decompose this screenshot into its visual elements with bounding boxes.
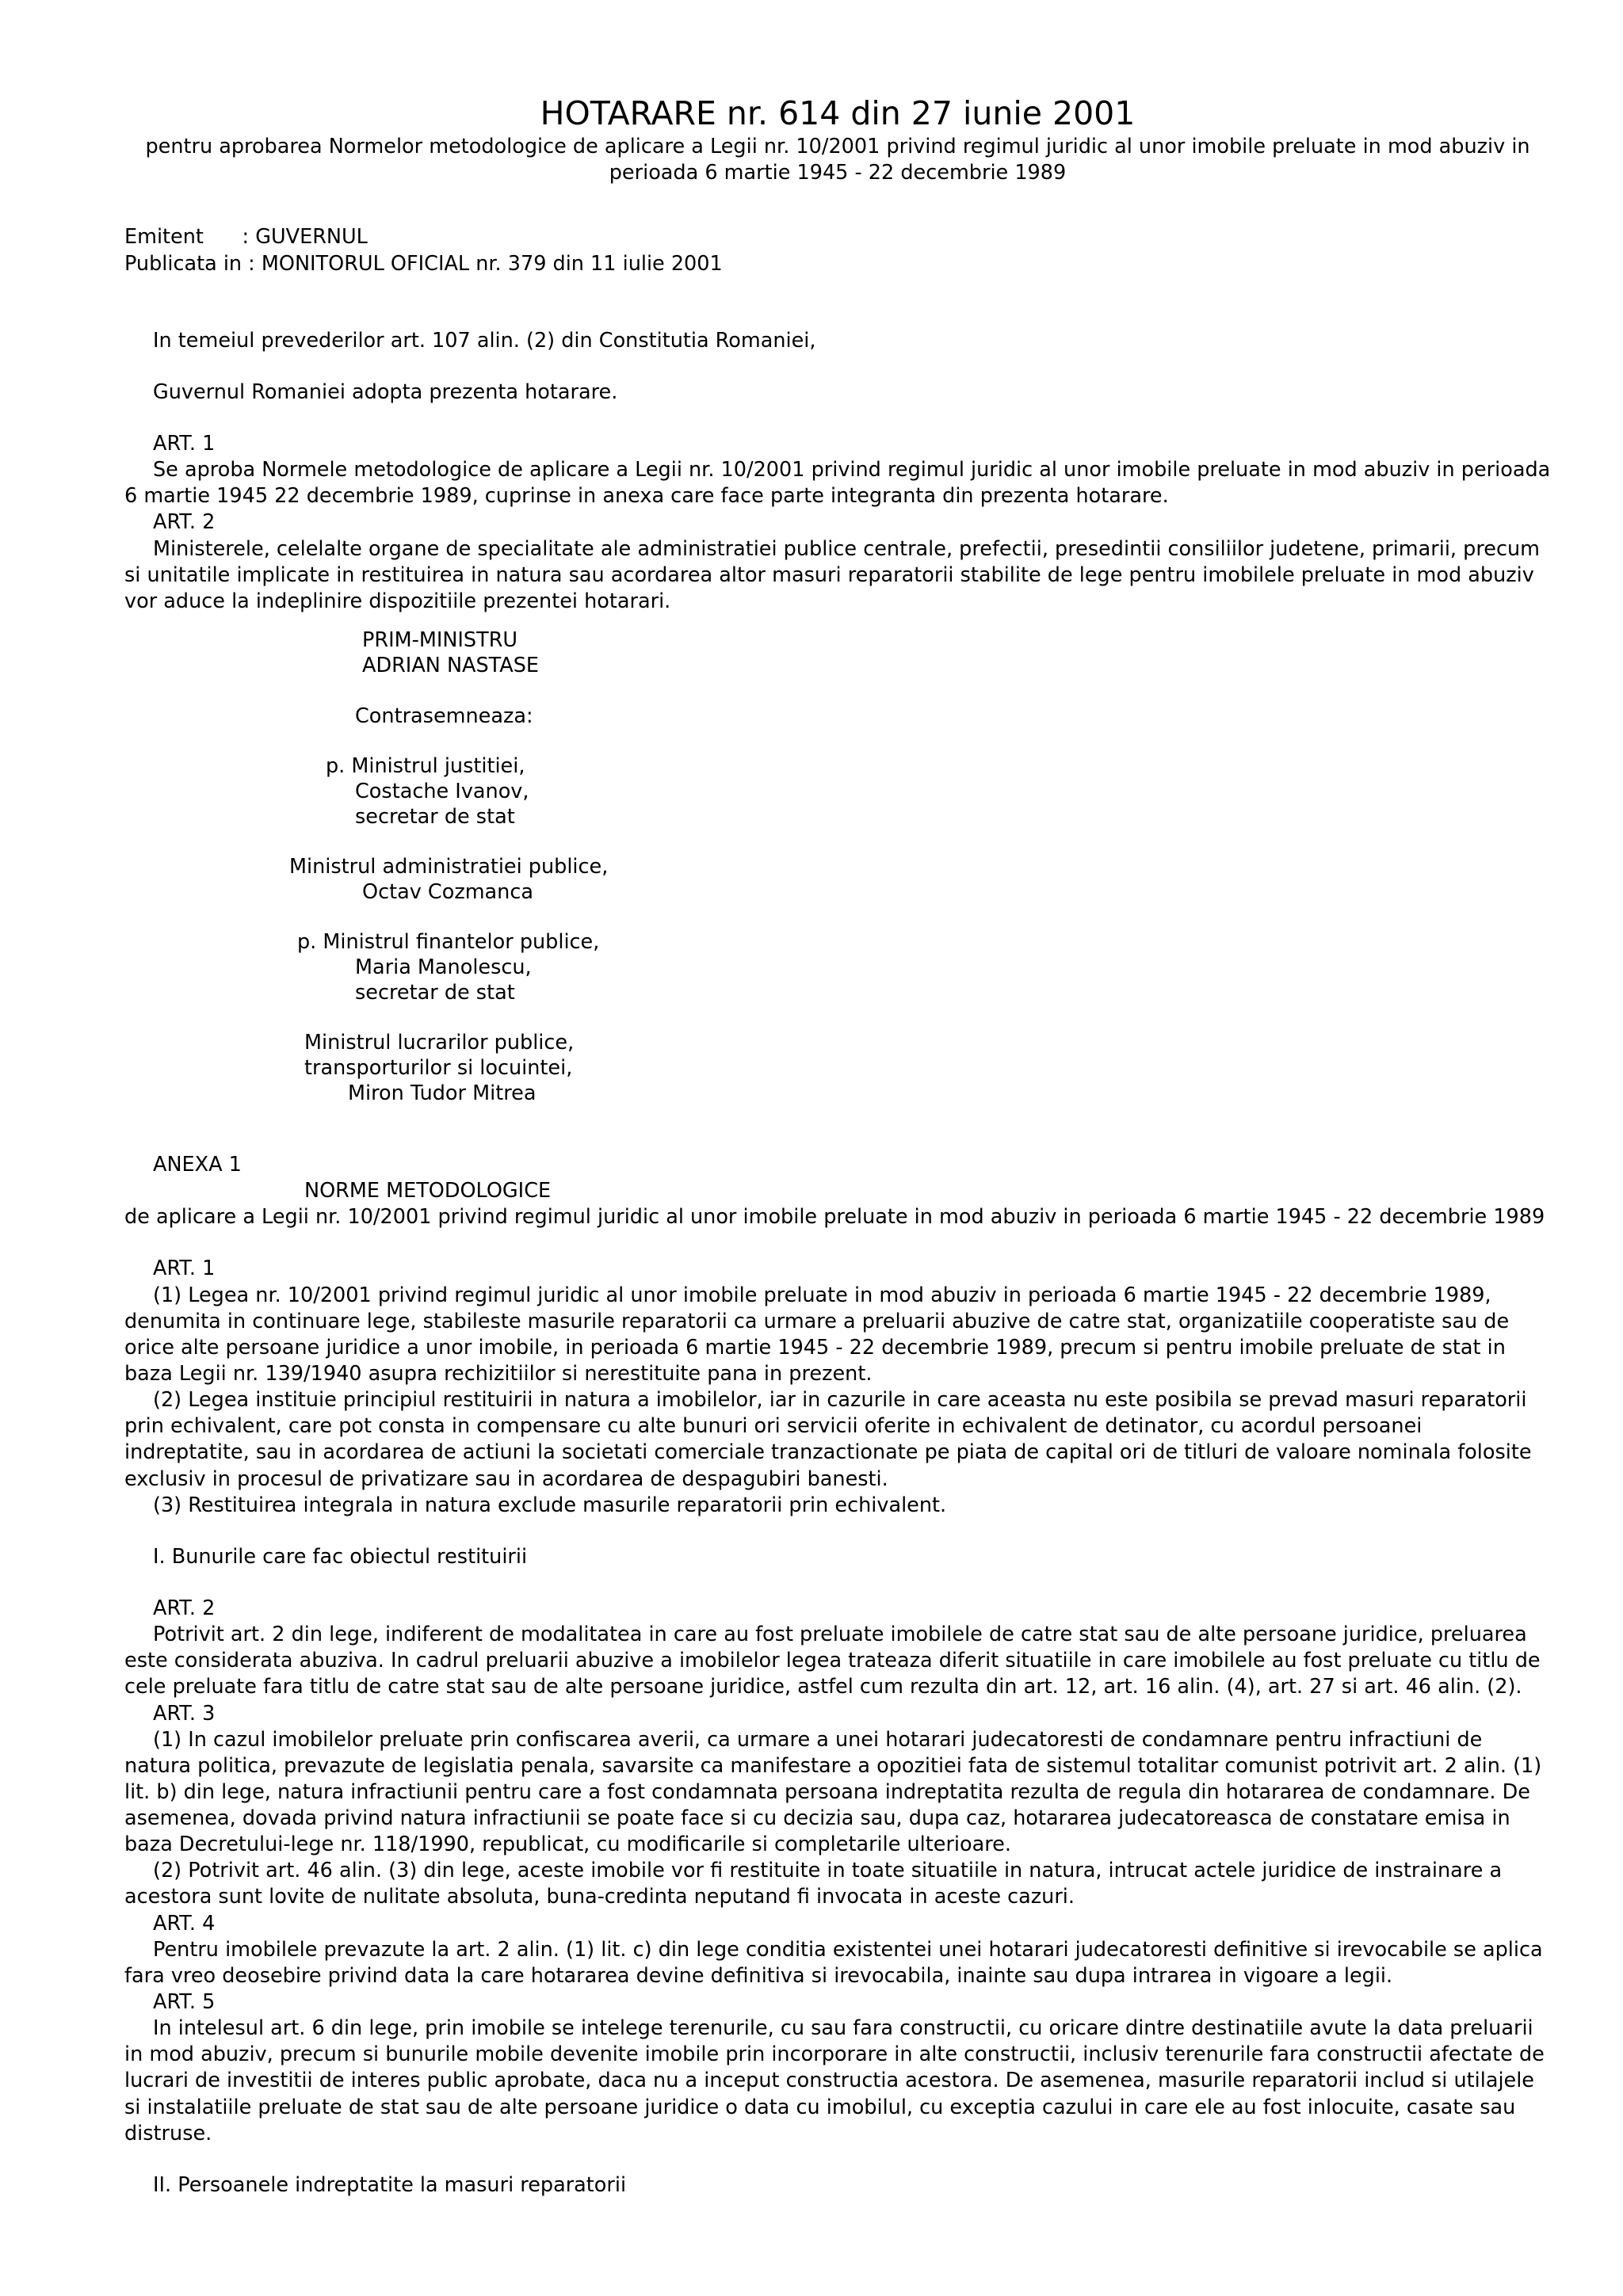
annex-article-1-p1: (1) Legea nr. 10/2001 privind regimul juridic al unor imobile preluate in mod abuziv in perioada 6 martie 1945 - 22 decembrie 1989, denumita in continuare lege, stabileste masurile reparatorii ca urmare a preluarii abuzive de catre stat, organizatiile cooperatiste sau de orice alte persoane juridice a unor imobile, in perioada 6 martie 1945 - 22 decembrie 1989, precum si pentru imobile preluate de stat in baza Legii nr. 139/1940 asupra rechizitiilor si nerestituite pana in prezent. [124,1283,1510,1386]
signature-admin-name: Octav Cozmanca [362,879,533,904]
signature-pm-name: ADRIAN NASTASE [362,653,539,677]
annex-article-1-p2: (2) Legea instituie principiul restituirii in natura a imobilelor, iar in cazurile in care aceasta nu este posibila se prevad masuri reparatorii prin echivalent, care pot consta in compensare cu alte bunuri ori servicii oferite in echivalent de detinator, cu acordul persoanei indreptatite, sau in acordarea de actiuni la societati comerciale tranzactionate pe piata de capital ori de titluri de valoare nominala folosite exclusiv in procesul de privatizare sau in acordarea de despagubiri banesti. [124,1388,1532,1491]
intro-paragraph-2: Guvernul Romaniei adopta prezenta hotarare. [153,379,618,404]
annex-article-2-title: ART. 2 [153,1596,216,1620]
signature-justice-name: Costache Ivanov, [355,779,529,803]
document-meta [124,224,1551,277]
annex-article-3-p2: (2) Potrivit art. 46 alin. (3) din lege, aceste imobile vor fi restituite in toate situatiile in natura, intrucat actele juridice de instrainare a acestora sunt lovite de nulitate absoluta, buna-credinta neputand fi invocata in aceste cazuri. [124,1859,1503,1909]
signatures-block [124,627,1551,1119]
signature-pm-title: PRIM-MINISTRU [362,627,518,652]
section-1-heading: I. Bunurile care fac obiectul restituirii [153,1544,528,1569]
document-title: HOTARARE nr. 614 din 27 iunie 2001 [540,94,1136,132]
article-1-title: ART. 1 [153,431,216,456]
annex-article-4-title: ART. 4 [153,1911,216,1936]
section-2-heading: II. Persoanele indreptatite la masuri reparatorii [153,2172,627,2197]
signature-finance-title: p. Ministrul finantelor publice, [297,929,600,954]
signature-works-title-1: Ministrul lucrarilor publice, [304,1030,575,1055]
document-subtitle: pentru aprobarea Normelor metodologice de aplicare a Legii nr. 10/2001 privind regimul juridic al unor imobile preluate in mod abuziv in perioada 6 martie 1945 - 22 decembrie 1989 [145,135,1530,185]
signature-works-name: Miron Tudor Mitrea [348,1081,537,1105]
annex-article-3-p1: (1) In cazul imobilelor preluate prin confiscarea averii, ca urmare a unei hotarari judecatoresti de condamnare pentru infractiuni de natura politica, prevazute de legislatia penala, savarsite ca manifestare a opozitiei fata de sistemul totalitar comunist potrivit art. 2 alin. (1) lit. b) din lege, natura infractiunii pentru care a fost condamnata persoana indreptatita rezulta de regula din hotararea de condamnare. De asemenea, dovada privind natura infractiunii se poate face si cu decizia sau, dupa caz, hotararea judecatoreasca de constatare emisa in baza Decretului-lege nr. 118/1990, republicat, cu modificarile si completarile ulterioare. [124,1727,1542,1857]
signature-finance-role: secretar de stat [355,980,515,1005]
intro-paragraph-1: In temeiul prevederilor art. 107 alin. (2) din Constitutia Romaniei, [153,328,816,353]
annex-article-5-title: ART. 5 [153,1990,216,2015]
article-2-text: Ministerele, celelalte organe de specialitate ale administratiei publice centrale, prefectii, presedintii consiliilor judetene, primarii, precum si unitatile implicate in restituirea in natura sau acordarea altor masuri reparatorii stabilite de lege pentru imobilele preluate in mod abuziv vor aduce la indeplinire dispozitiile prezentei hotarari. [124,536,1540,613]
meta-emitent: Emitent : GUVERNUL [124,225,368,250]
annex-article-2-p1: Potrivit art. 2 din lege, indiferent de modalitatea in care au fost preluate imobilele de catre stat sau de alte persoane juridice, preluarea este considerata abuziva. In cadrul preluarii abuzive a imobilelor legea trateaza diferit situatiile in care imobilele au fost preluate cu titlu de cele preluate fara titlu de catre stat sau de alte persoane juridice, astfel cum rezulta din art. 12, art. 16 alin. (4), art. 27 si art. 46 alin. (2). [124,1623,1541,1699]
signature-admin-title: Ministrul administratiei publice, [289,854,609,879]
signature-justice-role: secretar de stat [355,804,515,829]
annex-article-3-title: ART. 3 [153,1701,216,1726]
annex-article-5-p1: In intelesul art. 6 din lege, prin imobile se intelege terenurile, cu sau fara constructii, cu oricare dintre destinatiile avute la data preluarii in mod abuziv, precum si bunurile mobile devenite imobile prin incorporare in alte constructii, inclusiv terenurile fara constructii afectate de lucrari de investitii de interes public aprobate, daca nu a inceput constructia acestora. De asemenea, masurile reparatorii includ si utilajele si instalatiile preluate de stat sau de alte persoane juridice o data cu imobilul, cu exceptia cazului in care ele au fost inlocuite, casate sau distruse. [124,2016,1545,2145]
signature-works-title-2: transporturilor si locuintei, [304,1055,573,1080]
meta-publicata: Publicata in : MONITORUL OFICIAL nr. 379 din 11 iulie 2001 [124,251,723,276]
document-page [124,95,1551,2199]
annex-article-4-p1: Pentru imobilele prevazute la art. 2 alin. (1) lit. c) din lege conditia existentei unei hotarari judecatoresti definitive si irevocabile se aplica fara vreo deosebire privind data la care hotararea devine definitiva si irevocabila, inainte sau dupa intrarea in vigoare a legii. [124,1937,1543,1988]
annex-article-1-p3: (3) Restituirea integrala in natura exclude masurile reparatorii prin echivalent. [153,1493,947,1517]
signature-finance-name: Maria Manolescu, [355,955,532,979]
annex-heading: NORME METODOLOGICE [304,1179,552,1203]
signature-justice-title: p. Ministrul justitiei, [326,753,525,778]
article-1-text: Se aproba Normele metodologice de aplicare a Legii nr. 10/2001 privind regimul juridic al unor imobile preluate in mod abuziv in perioada 6 martie 1945 22 decembrie 1989, cuprinse in anexa care face parte integranta din prezenta hotarare. [124,458,1551,509]
annex-article-1-title: ART. 1 [153,1257,216,1281]
article-2-title: ART. 2 [153,510,216,535]
annex-subheading: de aplicare a Legii nr. 10/2001 privind regimul juridic al unor imobile preluate in mod abuziv in perioada 6 martie 1945 - 22 decembrie 1989 [124,1205,1545,1230]
countersign-label: Contrasemneaza: [355,704,533,728]
annex-label: ANEXA 1 [153,1152,242,1177]
